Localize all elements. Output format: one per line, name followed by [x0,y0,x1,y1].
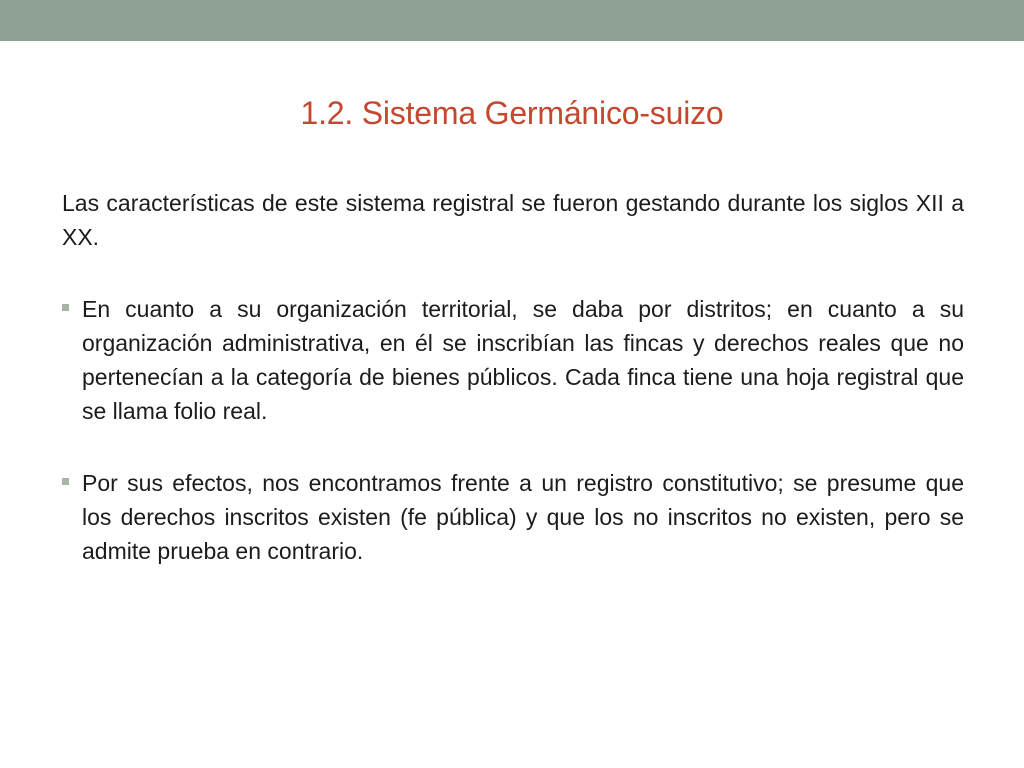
intro-paragraph: Las características de este sistema registral se fueron gestando durante los siglos XII a XX. [62,190,964,250]
slide-body [62,186,964,606]
slide-title: 1.2. Sistema Germánico-suizo [300,95,724,131]
bullet-item-organization [62,292,964,428]
square-bullet-icon [62,478,69,485]
bullet-list [62,292,964,568]
bullet-item-effects [62,466,964,568]
bullet-text: Por sus efectos, nos encontramos frente a un registro constitutivo; se presume que los derechos inscritos existen (fe pública) y que los no inscritos no existen, pero se admite prueba en contrario. [82,470,964,564]
bullet-text: En cuanto a su organización territorial, se daba por distritos; en cuanto a su organización administrativa, en él se inscribían las fincas y derechos reales que no pertenecían a la categoría de bienes públicos. Cada finca tiene una hoja registral que se llama folio real. [82,296,964,424]
square-bullet-icon [62,304,69,311]
top-accent-bar [0,0,1024,41]
